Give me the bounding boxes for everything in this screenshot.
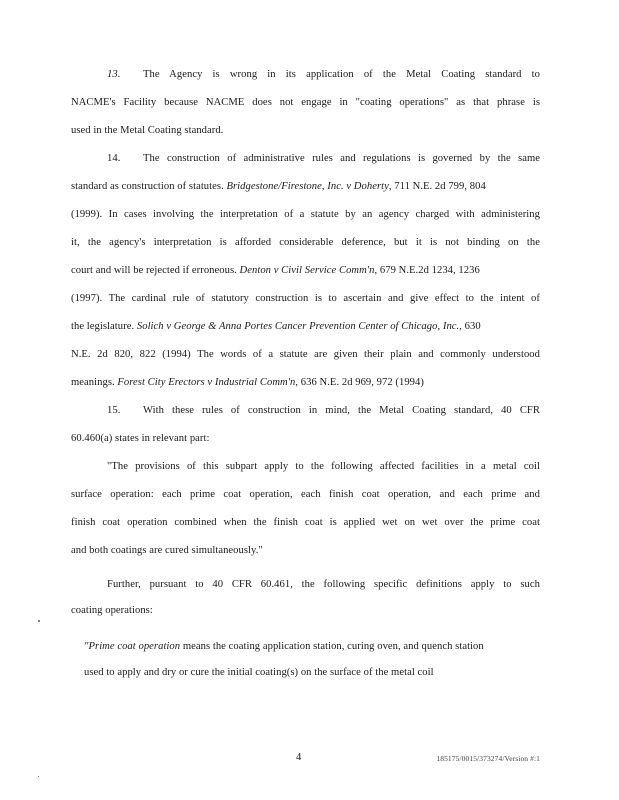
paragraph-15-line-2: 60.460(a) states in relevant part: <box>71 433 210 444</box>
definition-term: "Prime coat operation <box>84 641 181 652</box>
quote-line-3: finish coat operation combined when the finish coat is applied wet on wet over the prime coat <box>71 517 540 528</box>
case-citation: Bridgestone/Firestone, Inc. v Doherty <box>226 181 389 192</box>
paragraph-14-line-8: N.E. 2d 820, 822 (1994) The words of a statute are given their plain and commonly understood <box>71 349 540 360</box>
paragraph-13-line-3: used in the Metal Coating standard. <box>71 125 224 136</box>
paragraph-15-line-1: With these rules of construction in mind, the Metal Coating standard, 40 CFR <box>143 405 540 416</box>
paragraph-14-number: 14. <box>107 153 121 164</box>
quote-line-1: "The provisions of this subpart apply to the following affected facilities in a metal coil <box>107 461 540 472</box>
paragraph-14-line-5: court and will be rejected if erroneous. Denton v Civil Service Comm'n, 679 N.E.2d 1234, 1236 <box>71 265 480 276</box>
paragraph-15-number: 15. <box>107 405 121 416</box>
paragraph-13-line-1: The Agency is wrong in its application of the Metal Coating standard to <box>143 69 540 80</box>
case-citation: Solich v George & Anna Portes Cancer Prevention Center of Chicago, Inc. <box>136 321 460 332</box>
paragraph-13-number: 13. <box>107 69 121 80</box>
paragraph-14-line-7: the legislature. Solich v George & Anna Portes Cancer Prevention Center of Chicago, Inc., 630 <box>71 321 481 332</box>
paragraph-14-line-9: meanings. Forest City Erectors v Industrial Comm'n, 636 N.E. 2d 969, 972 (1994) <box>71 377 424 388</box>
paragraph-14-line-3: (1999). In cases involving the interpretation of a statute by an agency charged with administering <box>71 209 540 220</box>
further-line-1: Further, pursuant to 40 CFR 60.461, the following specific definitions apply to such <box>107 579 540 590</box>
scan-speck <box>38 620 40 622</box>
document-id: 185175/0015/373274/Version #:1 <box>436 754 540 763</box>
paragraph-14-line-1: The construction of administrative rules and regulations is governed by the same <box>143 153 540 164</box>
scan-speck <box>38 776 39 777</box>
paragraph-14-line-6: (1997). The cardinal rule of statutory construction is to ascertain and give effect to the intent of <box>71 293 540 304</box>
paragraph-14-line-4: it, the agency's interpretation is afforded considerable deference, but it is not binding on the <box>71 237 540 248</box>
paragraph-14-line-2: standard as construction of statutes. Bridgestone/Firestone, Inc. v Doherty, 711 N.E. 2d 799, 804 <box>71 181 486 192</box>
further-line-2: coating operations: <box>71 605 153 616</box>
paragraph-13-line-2: NACME's Facility because NACME does not engage in "coating operations" as that phrase is <box>71 97 540 108</box>
page-number: 4 <box>296 752 302 763</box>
definition-line-2: used to apply and dry or cure the initial coating(s) on the surface of the metal coil <box>84 667 434 678</box>
case-citation: Forest City Erectors v Industrial Comm'n <box>117 377 296 388</box>
definition-line-1: "Prime coat operation means the coating application station, curing oven, and quench station <box>84 641 484 652</box>
quote-line-2: surface operation: each prime coat operation, each finish coat operation, and each prime and <box>71 489 540 500</box>
case-citation: Denton v Civil Service Comm'n <box>239 265 375 276</box>
quote-line-4: and both coatings are cured simultaneously." <box>71 545 263 556</box>
